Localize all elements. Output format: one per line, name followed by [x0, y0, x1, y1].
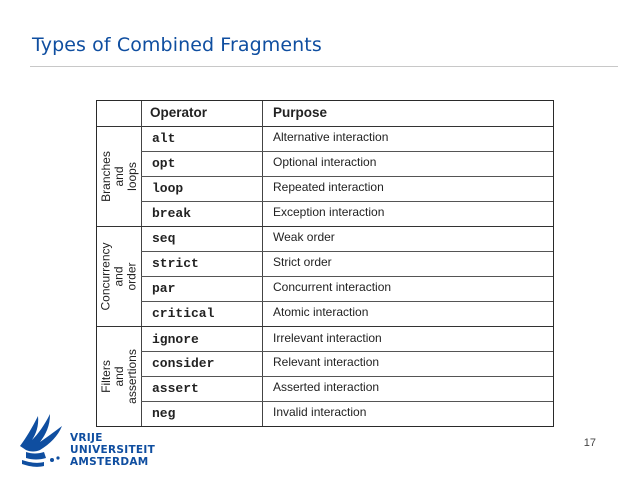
- operator-cell: seq: [152, 231, 176, 246]
- group-label-branches-loops: Branches and loops: [98, 150, 139, 202]
- purpose-cell: Irrelevant interaction: [273, 331, 382, 345]
- table-row: [141, 327, 553, 352]
- page-number: 17: [583, 437, 596, 449]
- slide-title: Types of Combined Fragments: [32, 34, 322, 56]
- operator-cell: alt: [152, 131, 176, 146]
- header-purpose: Purpose: [273, 105, 328, 120]
- operator-cell: neg: [152, 406, 176, 421]
- university-line-1: VRIJE: [70, 432, 103, 444]
- table-row: [141, 351, 553, 376]
- purpose-cell: Invalid interaction: [273, 405, 367, 419]
- header-operator: Operator: [150, 105, 208, 120]
- purpose-cell: Optional interaction: [273, 155, 377, 169]
- operator-cell: critical: [152, 306, 215, 321]
- operator-cell: opt: [152, 156, 176, 171]
- operator-cell: ignore: [152, 332, 199, 347]
- table-row: [141, 251, 553, 276]
- operator-cell: consider: [152, 356, 215, 371]
- table-row: [141, 276, 553, 301]
- table-row: [141, 151, 553, 176]
- table-row: [141, 176, 553, 201]
- purpose-cell: Repeated interaction: [273, 180, 384, 194]
- griffin-logo-icon: [16, 408, 68, 468]
- purpose-cell: Relevant interaction: [273, 355, 380, 369]
- group-label-concurrency-order: Concurrency and order: [98, 241, 139, 311]
- university-line-2: UNIVERSITEIT: [70, 444, 156, 456]
- group-label-filters-assertions: Filters and assertions: [98, 348, 139, 404]
- operator-cell: par: [152, 281, 176, 296]
- purpose-cell: Strict order: [273, 255, 332, 269]
- purpose-cell: Weak order: [273, 230, 335, 244]
- purpose-cell: Alternative interaction: [273, 130, 389, 144]
- title-divider: [30, 66, 618, 67]
- purpose-cell: Concurrent interaction: [273, 280, 392, 294]
- table-row: [141, 401, 553, 426]
- table-row: [141, 376, 553, 401]
- table-header: [97, 101, 553, 127]
- operator-cell: assert: [152, 381, 199, 396]
- table-row: [141, 201, 553, 226]
- purpose-cell: Exception interaction: [273, 205, 385, 219]
- purpose-cell: Asserted interaction: [273, 380, 380, 394]
- operator-cell: strict: [152, 256, 199, 271]
- operator-cell: break: [152, 206, 192, 221]
- university-line-3: AMSTERDAM: [70, 456, 149, 468]
- university-name: [70, 432, 155, 468]
- operator-cell: loop: [152, 181, 184, 196]
- table-row: [141, 126, 553, 151]
- purpose-cell: Atomic interaction: [273, 305, 369, 319]
- table-row: [141, 301, 553, 326]
- table-row: [141, 226, 553, 251]
- combined-fragments-table: [96, 100, 554, 427]
